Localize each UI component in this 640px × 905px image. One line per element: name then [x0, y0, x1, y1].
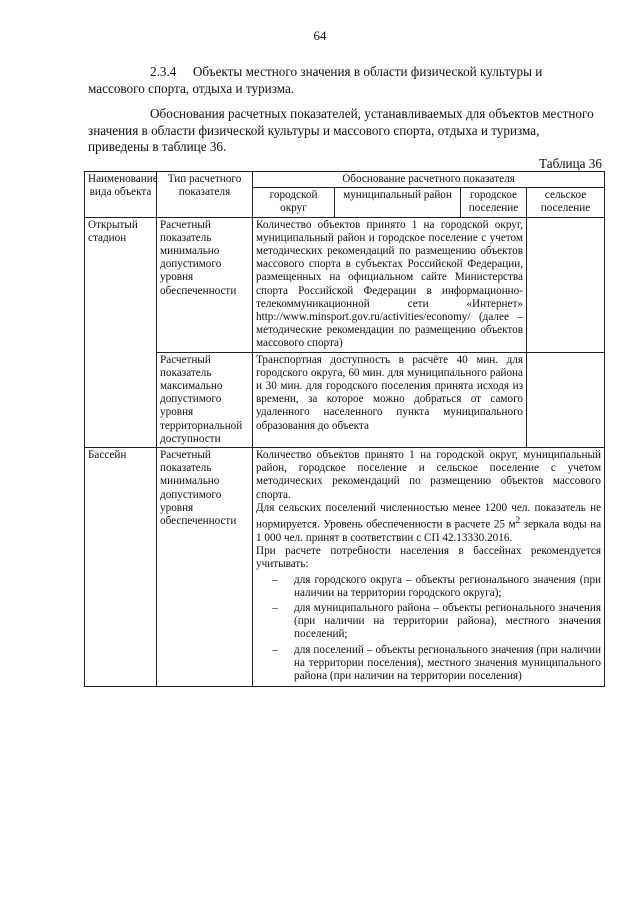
table-row	[85, 217, 605, 352]
list-item-text: для городского округа – объекты регионального значения (при наличии на территории городского округа);	[294, 573, 602, 599]
header-rural-settlement: сельское поселение	[527, 188, 605, 217]
section-number: 2.3.4	[150, 64, 177, 79]
header-object-name: Наименование вида объекта	[85, 172, 157, 218]
empty-cell	[527, 352, 605, 447]
consideration-list	[256, 574, 601, 684]
basis-cell: Транспортная доступность в расчёте 40 мин. для городского округа, 60 мин. для муниципального района и 30 мин. для городского поселения принята исходя из времени, за которое можно добраться от самого удаленного населенного пункта муниципального образования до объекта	[253, 352, 527, 447]
table-header-row	[85, 172, 605, 188]
header-urban-okrug: городской округ	[253, 188, 335, 217]
list-item-text: для муниципального района – объекты регионального значения (при наличии на территории района), местного значения поселений;	[294, 602, 602, 641]
section-heading	[88, 64, 602, 97]
indicators-table	[84, 171, 605, 687]
basis-paragraph: Количество объектов принято 1 на городской округ, муниципальный район, городское поселение и сельское поселение с учетом методических рекомендаций по размещению объектов массового спорта.	[256, 449, 602, 501]
header-basis: Обоснование расчетного показателя	[253, 172, 605, 188]
object-name-cell: Бассейн	[85, 448, 157, 687]
indicator-type-cell: Расчетный показатель максимально допустимого уровня территориальной доступности	[157, 352, 253, 447]
dash-marker: –	[272, 643, 278, 656]
indicator-type-cell: Расчетный показатель минимально допустимого уровня обеспеченности	[157, 217, 253, 352]
header-indicator-type: Тип расчетного показателя	[157, 172, 253, 218]
table-caption: Таблица 36	[539, 156, 602, 171]
list-item	[256, 602, 601, 642]
section-title: Объекты местного значения в области физической культуры и массового спорта, отдыха и туризма.	[88, 64, 543, 96]
intro-paragraph	[88, 106, 602, 156]
basis-paragraph: Для сельских поселений численностью менее 1200 чел. показатель не нормируется. Уровень обеспеченности в расчете 25 $м^2$ зеркала воды на 1 000 чел. принят в соответствии с СП 42.13330.2016.	[256, 501, 602, 545]
object-name-cell: Открытый стадион	[85, 217, 157, 447]
dash-marker: –	[272, 602, 278, 615]
intro-text: Обоснования расчетных показателей, устанавливаемых для объектов местного значения в области физической культуры и массового спорта, отдыха и туризма, приведены в таблице 36.	[88, 106, 594, 154]
basis-paragraph: При расчете потребности населения в бассейнах рекомендуется учитывать:	[256, 545, 602, 571]
basis-cell: Количество объектов принято 1 на городской округ, муниципальный район и городское поселение с учетом методических рекомендаций по размещению объектов массового спорта в субъектах Российской Федерации, размещенных на официальном сайте Министерства спорта Российской Федерации в информационно-телекоммуникационной сети «Интернет» http://www.minsport.gov.ru/activities/economy/ (далее – методические рекомендации по размещению объектов массового спорта)	[253, 217, 527, 352]
header-municipal-raion: муниципальный район	[335, 188, 461, 217]
table-row	[85, 448, 605, 687]
basis-cell	[253, 448, 605, 687]
list-item-text: для поселений – объекты регионального значения (при наличии на территории поселения), местного значения муниципального района (при наличии на территории поселения)	[294, 643, 602, 683]
table-row	[85, 352, 605, 447]
page-number: 64	[313, 28, 327, 43]
empty-cell	[527, 217, 605, 352]
list-item	[256, 644, 601, 684]
list-item	[256, 574, 601, 600]
dash-marker: –	[272, 573, 278, 586]
header-urban-settlement: городское поселение	[461, 188, 527, 217]
indicator-type-cell: Расчетный показатель минимально допустимого уровня обеспеченности	[157, 448, 253, 687]
